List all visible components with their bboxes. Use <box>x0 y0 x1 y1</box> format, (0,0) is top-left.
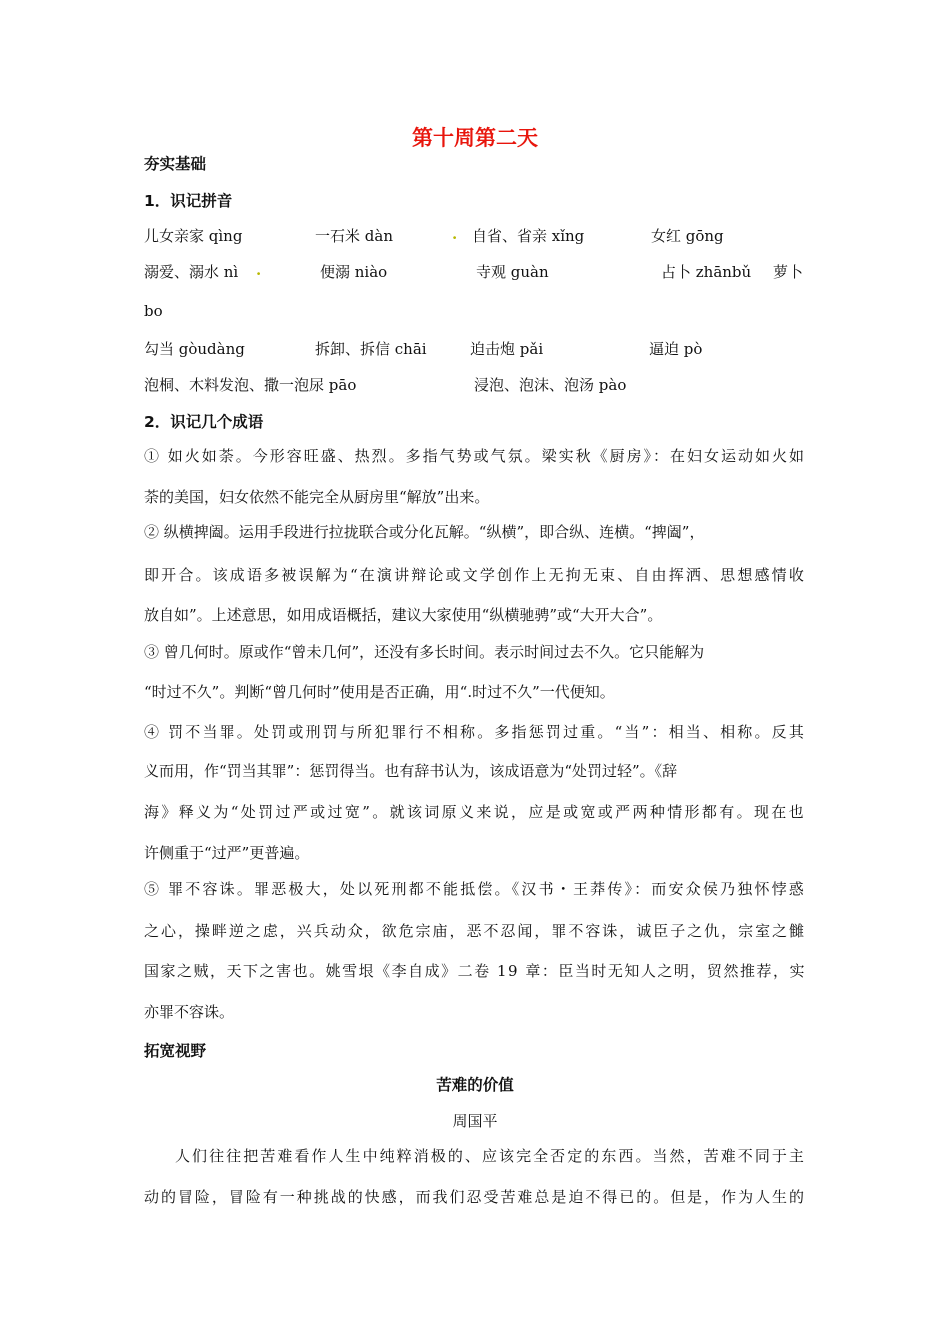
pinyin-entry: 逼迫 pò <box>649 340 703 358</box>
section-heading-broaden: 拓宽视野 <box>144 1042 207 1060</box>
pinyin-entry: 勾当 gòudàng <box>144 340 245 358</box>
idiom-line: ① 如火如荼。今形容旺盛、热烈。多指气势或气氛。梁实秋《厨房》：在妇女运动如火如 <box>144 447 806 465</box>
idiom-line: 义而用，作“罚当其罪”：惩罚得当。也有辞书认为，该成语意为“处罚过轻”。《辞 <box>144 762 678 780</box>
pinyin-entry: 儿女亲家 qìng <box>144 227 243 245</box>
pinyin-entry: 便溺 niào <box>320 263 388 281</box>
pinyin-entry-continued: bo <box>144 302 163 320</box>
subheading-idioms: 2．识记几个成语 <box>144 413 264 431</box>
pinyin-entry: 浸泡、泡沫、泡汤 pào <box>474 376 627 394</box>
idiom-line: 亦罪不容诛。 <box>144 1003 235 1021</box>
article-title: 苦难的价值 <box>436 1076 514 1094</box>
pinyin-entry: 女红 gōng <box>651 227 724 245</box>
pinyin-entry: 拆卸、拆信 chāi <box>315 340 427 358</box>
idiom-line: 海》释义为“处罚过严或过宽”。就该词原义来说，应是或宽或严两种情形都有。现在也 <box>144 803 806 821</box>
article-line: 动的冒险，冒险有一种挑战的快感，而我们忍受苦难总是迫不得已的。但是，作为人生的 <box>144 1188 806 1206</box>
pinyin-entry: 迫击炮 pǎi <box>470 340 544 358</box>
article-author: 周国平 <box>452 1112 498 1130</box>
emphasis-dot: . <box>452 225 458 243</box>
idiom-line: 之心，操畔逆之虑，兴兵动众，欲危宗庙，恶不忍闻，罪不容诛，诚臣子之仇，宗室之雠 <box>144 922 806 940</box>
subheading-pinyin: 1．识记拼音 <box>144 192 233 210</box>
idiom-line: “时过不久”。判断“曾几何时”使用是否正确，用“.时过不久”一代便知。 <box>144 683 615 701</box>
pinyin-entry: 溺爱、溺水 nì <box>144 263 239 281</box>
pinyin-entry: 泡桐、木料发泡、撒一泡尿 pāo <box>144 376 357 394</box>
idiom-line: ③ 曾几何时。原或作“曾未几何”，还没有多长时间。表示时间过去不久。它只能解为 <box>144 643 705 661</box>
pinyin-entry: 自省、省亲 xǐng <box>472 227 585 245</box>
pinyin-entry: 寺观 guàn <box>476 263 549 281</box>
article-line: 人们往往把苦难看作人生中纯粹消极的、应该完全否定的东西。当然，苦难不同于主 <box>175 1147 806 1165</box>
idiom-line: 放自如”。上述意思，如用成语概括，建议大家使用“纵横驰骋”或“大开大合”。 <box>144 606 663 624</box>
emphasis-dot: . <box>256 261 262 279</box>
idiom-line: ⑤ 罪不容诛。罪恶极大，处以死刑都不能抵偿。《汉书・王莽传》：而安众侯乃独怀悖惑 <box>144 880 806 898</box>
idiom-line: 国家之贼，天下之害也。姚雪垠《李自成》二卷 19 章：臣当时无知人之明，贸然推荐，实 <box>144 962 806 980</box>
idiom-line: 即开合。该成语多被误解为“在演讲辩论或文学创作上无拘无束、自由挥洒、思想感情收 <box>144 566 806 584</box>
pinyin-entry: 一石米 dàn <box>315 227 393 245</box>
page-title: 第十周第二天 <box>412 126 538 150</box>
section-heading-basics: 夯实基础 <box>144 155 207 173</box>
pinyin-entry: 占卜 zhānbǔ <box>661 263 752 281</box>
idiom-line: 荼的美国，妇女依然不能完全从厨房里“解放”出来。 <box>144 488 490 506</box>
pinyin-entry: 萝卜 <box>773 263 804 281</box>
idiom-line: ④ 罚不当罪。处罚或刑罚与所犯罪行不相称。多指惩罚过重。“当”：相当、相称。反其 <box>144 723 806 741</box>
idiom-line: 许侧重于“过严”更普遍。 <box>144 844 310 862</box>
idiom-line: ② 纵横捭阖。运用手段进行拉拢联合或分化瓦解。“纵横”，即合纵、连横。“捭阖”， <box>144 523 705 541</box>
